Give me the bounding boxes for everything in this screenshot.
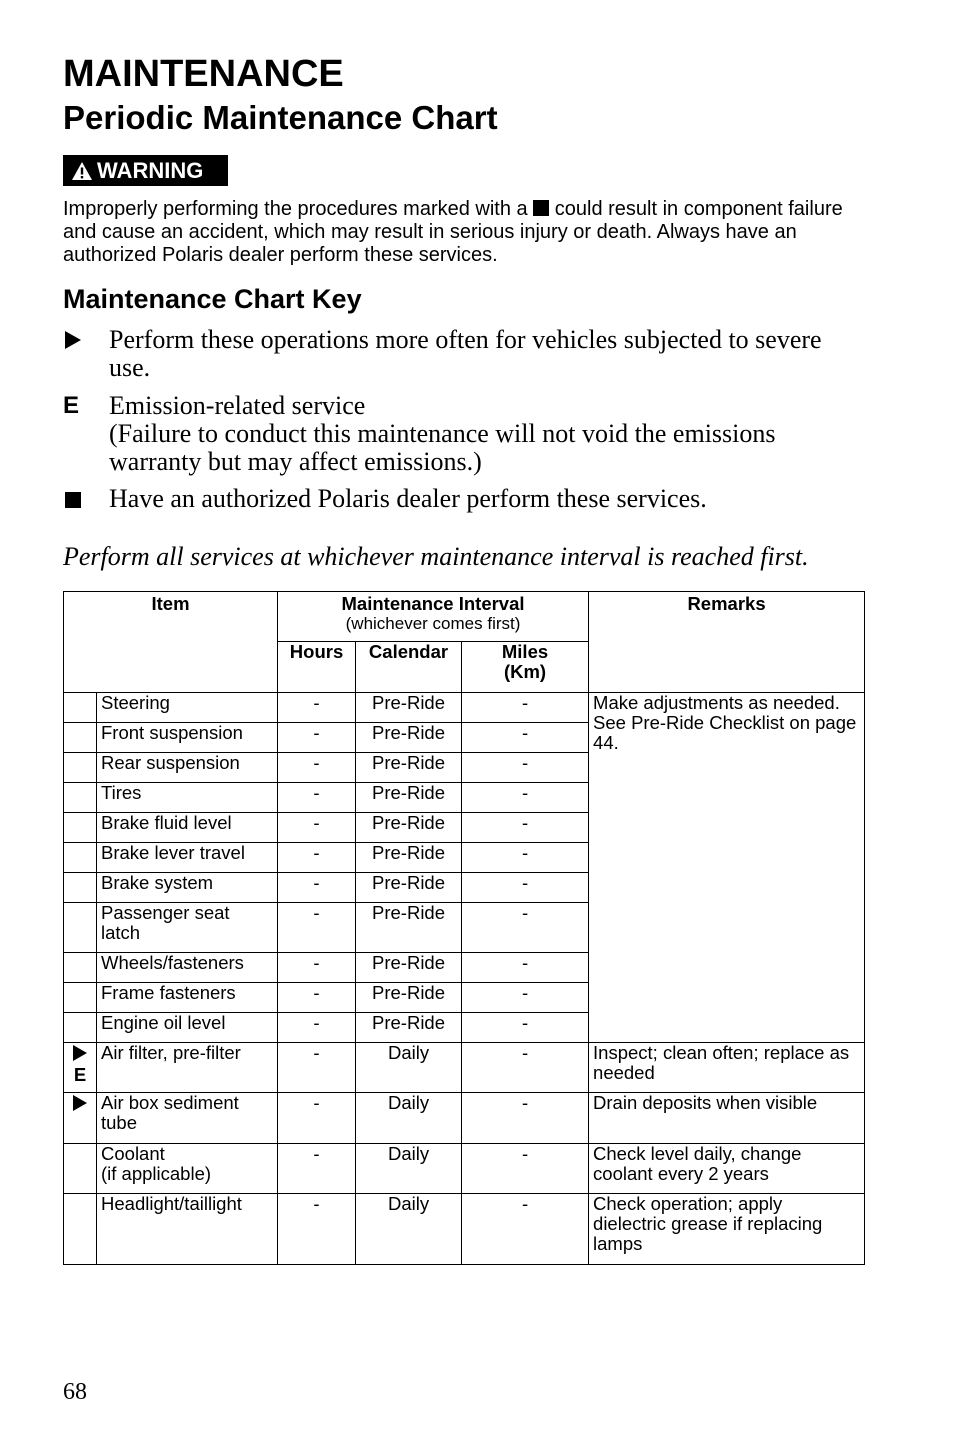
miles-cell: -	[462, 1194, 589, 1265]
symbol-cell	[64, 1194, 97, 1265]
item-line: Coolant	[101, 1143, 165, 1164]
page-subtitle: Periodic Maintenance Chart	[63, 99, 498, 136]
symbol-cell	[64, 873, 97, 903]
item-cell: Headlight/taillight	[97, 1194, 278, 1265]
calendar-cell: Daily	[356, 1194, 462, 1265]
page-title: MAINTENANCE	[63, 53, 344, 95]
miles-cell: -	[462, 1093, 589, 1144]
hours-cell: -	[278, 843, 356, 873]
triangle-icon	[63, 326, 103, 357]
table-row	[64, 1194, 865, 1265]
hours-cell: -	[278, 753, 356, 783]
symbol-cell	[64, 693, 97, 723]
miles-cell: -	[462, 1013, 589, 1043]
symbol-cell	[64, 843, 97, 873]
miles-cell: -	[462, 813, 589, 843]
hours-cell: -	[278, 693, 356, 723]
table-row	[64, 1144, 865, 1194]
warning-badge	[63, 155, 228, 186]
calendar-cell: Pre-Ride	[356, 813, 462, 843]
calendar-cell: Pre-Ride	[356, 783, 462, 813]
calendar-cell: Pre-Ride	[356, 953, 462, 983]
symbol-cell	[64, 1013, 97, 1043]
maintenance-table	[63, 591, 865, 1265]
remarks-cell: Check operation; apply dielectric grease if replacing lamps	[589, 1194, 865, 1265]
hours-cell: -	[278, 723, 356, 753]
miles-cell: -	[462, 1144, 589, 1194]
miles-cell: -	[462, 783, 589, 813]
item-cell: Tires	[97, 783, 278, 813]
hours-cell: -	[278, 903, 356, 953]
item-cell: Rear suspension	[97, 753, 278, 783]
item-cell: Air filter, pre-filter	[97, 1043, 278, 1093]
symbol-cell	[64, 723, 97, 753]
square-icon	[533, 200, 549, 216]
hours-cell: -	[278, 873, 356, 903]
calendar-cell: Pre-Ride	[356, 903, 462, 953]
key-item-severe-use	[63, 326, 863, 382]
miles-cell: -	[462, 953, 589, 983]
item-cell: Steering	[97, 693, 278, 723]
calendar-cell: Daily	[356, 1093, 462, 1144]
header-interval-sub: (whichever comes first)	[345, 614, 521, 633]
warning-text-start: Improperly performing the procedures marked with a	[63, 198, 528, 220]
miles-cell: -	[462, 903, 589, 953]
page-number: 68	[63, 1379, 87, 1405]
header-calendar: Calendar	[356, 642, 462, 693]
item-cell: Passenger seat latch	[97, 903, 278, 953]
calendar-cell: Pre-Ride	[356, 843, 462, 873]
key-item-emission	[63, 392, 863, 476]
symbol-cell	[64, 813, 97, 843]
triangle-icon	[73, 1045, 87, 1061]
header-item: Item	[64, 592, 278, 693]
calendar-cell: Pre-Ride	[356, 1013, 462, 1043]
triangle-icon	[73, 1095, 87, 1111]
symbol-cell	[64, 1043, 97, 1093]
symbol-cell	[64, 783, 97, 813]
remarks-cell: Inspect; clean often; replace as needed	[589, 1043, 865, 1093]
remarks-cell: Check level daily, change coolant every 2 years	[589, 1144, 865, 1194]
hours-cell: -	[278, 813, 356, 843]
item-cell: Air box sediment tube	[97, 1093, 278, 1144]
key-item-dealer	[63, 485, 863, 513]
calendar-cell: Daily	[356, 1144, 462, 1194]
item-cell: Wheels/fasteners	[97, 953, 278, 983]
symbol-cell	[64, 753, 97, 783]
miles-cell: -	[462, 693, 589, 723]
header-miles-sub: (Km)	[503, 661, 547, 682]
item-cell: Brake system	[97, 873, 278, 903]
remarks-cell: Make adjustments as needed. See Pre-Ride Checklist on page 44.	[589, 693, 865, 1043]
header-interval-label: Maintenance Interval	[341, 593, 525, 614]
calendar-cell: Pre-Ride	[356, 693, 462, 723]
miles-cell: -	[462, 753, 589, 783]
symbol-cell	[64, 1144, 97, 1194]
item-line: (if applicable)	[101, 1163, 212, 1184]
key-item-text: (Failure to conduct this maintenance will not void the emissions warranty but may affect emissions.)	[109, 419, 776, 476]
hours-cell: -	[278, 1093, 356, 1144]
emission-symbol: E	[63, 392, 80, 419]
hours-cell: -	[278, 983, 356, 1013]
item-cell: Brake lever travel	[97, 843, 278, 873]
item-cell: Engine oil level	[97, 1013, 278, 1043]
remarks-cell: Drain deposits when visible	[589, 1093, 865, 1144]
header-hours: Hours	[278, 642, 356, 693]
item-cell: Frame fasteners	[97, 983, 278, 1013]
calendar-cell: Pre-Ride	[356, 723, 462, 753]
warning-label: WARNING	[97, 158, 204, 183]
header-miles	[462, 642, 589, 693]
hours-cell: -	[278, 1013, 356, 1043]
hours-cell: -	[278, 1144, 356, 1194]
calendar-cell: Pre-Ride	[356, 753, 462, 783]
calendar-cell: Pre-Ride	[356, 873, 462, 903]
miles-cell: -	[462, 1043, 589, 1093]
key-item-text: Emission-related service	[109, 391, 366, 420]
item-cell: Brake fluid level	[97, 813, 278, 843]
warning-text-end: could result in component failure and cause an accident, which may result in serious injury or death. Always have an authorized Polaris dealer perform these services.	[63, 198, 843, 266]
table-row	[64, 1093, 865, 1144]
miles-cell: -	[462, 723, 589, 753]
key-item-text: Perform these operations more often for vehicles subjected to severe use.	[109, 325, 822, 382]
miles-cell: -	[462, 983, 589, 1013]
miles-cell: -	[462, 843, 589, 873]
header-interval	[278, 592, 589, 642]
hours-cell: -	[278, 953, 356, 983]
interval-note: Perform all services at whichever maintenance interval is reached first.	[63, 542, 809, 571]
hours-cell: -	[278, 1043, 356, 1093]
table-row	[64, 693, 865, 723]
symbol-cell	[64, 953, 97, 983]
hours-cell: -	[278, 1194, 356, 1265]
emission-symbol: E	[73, 1064, 87, 1085]
header-remarks: Remarks	[589, 592, 865, 693]
hours-cell: -	[278, 783, 356, 813]
symbol-cell	[64, 983, 97, 1013]
miles-cell: -	[462, 873, 589, 903]
header-miles-label: Miles	[501, 641, 549, 662]
symbol-cell	[64, 1093, 97, 1144]
table-row	[64, 1043, 865, 1093]
item-cell: Front suspension	[97, 723, 278, 753]
key-title: Maintenance Chart Key	[63, 284, 362, 314]
calendar-cell: Daily	[356, 1043, 462, 1093]
item-cell	[97, 1144, 278, 1194]
warning-triangle-icon	[71, 161, 93, 181]
warning-text	[63, 198, 873, 267]
symbol-cell	[64, 903, 97, 953]
key-item-text: Have an authorized Polaris dealer perform these services.	[109, 484, 707, 513]
calendar-cell: Pre-Ride	[356, 983, 462, 1013]
square-icon	[63, 485, 103, 514]
